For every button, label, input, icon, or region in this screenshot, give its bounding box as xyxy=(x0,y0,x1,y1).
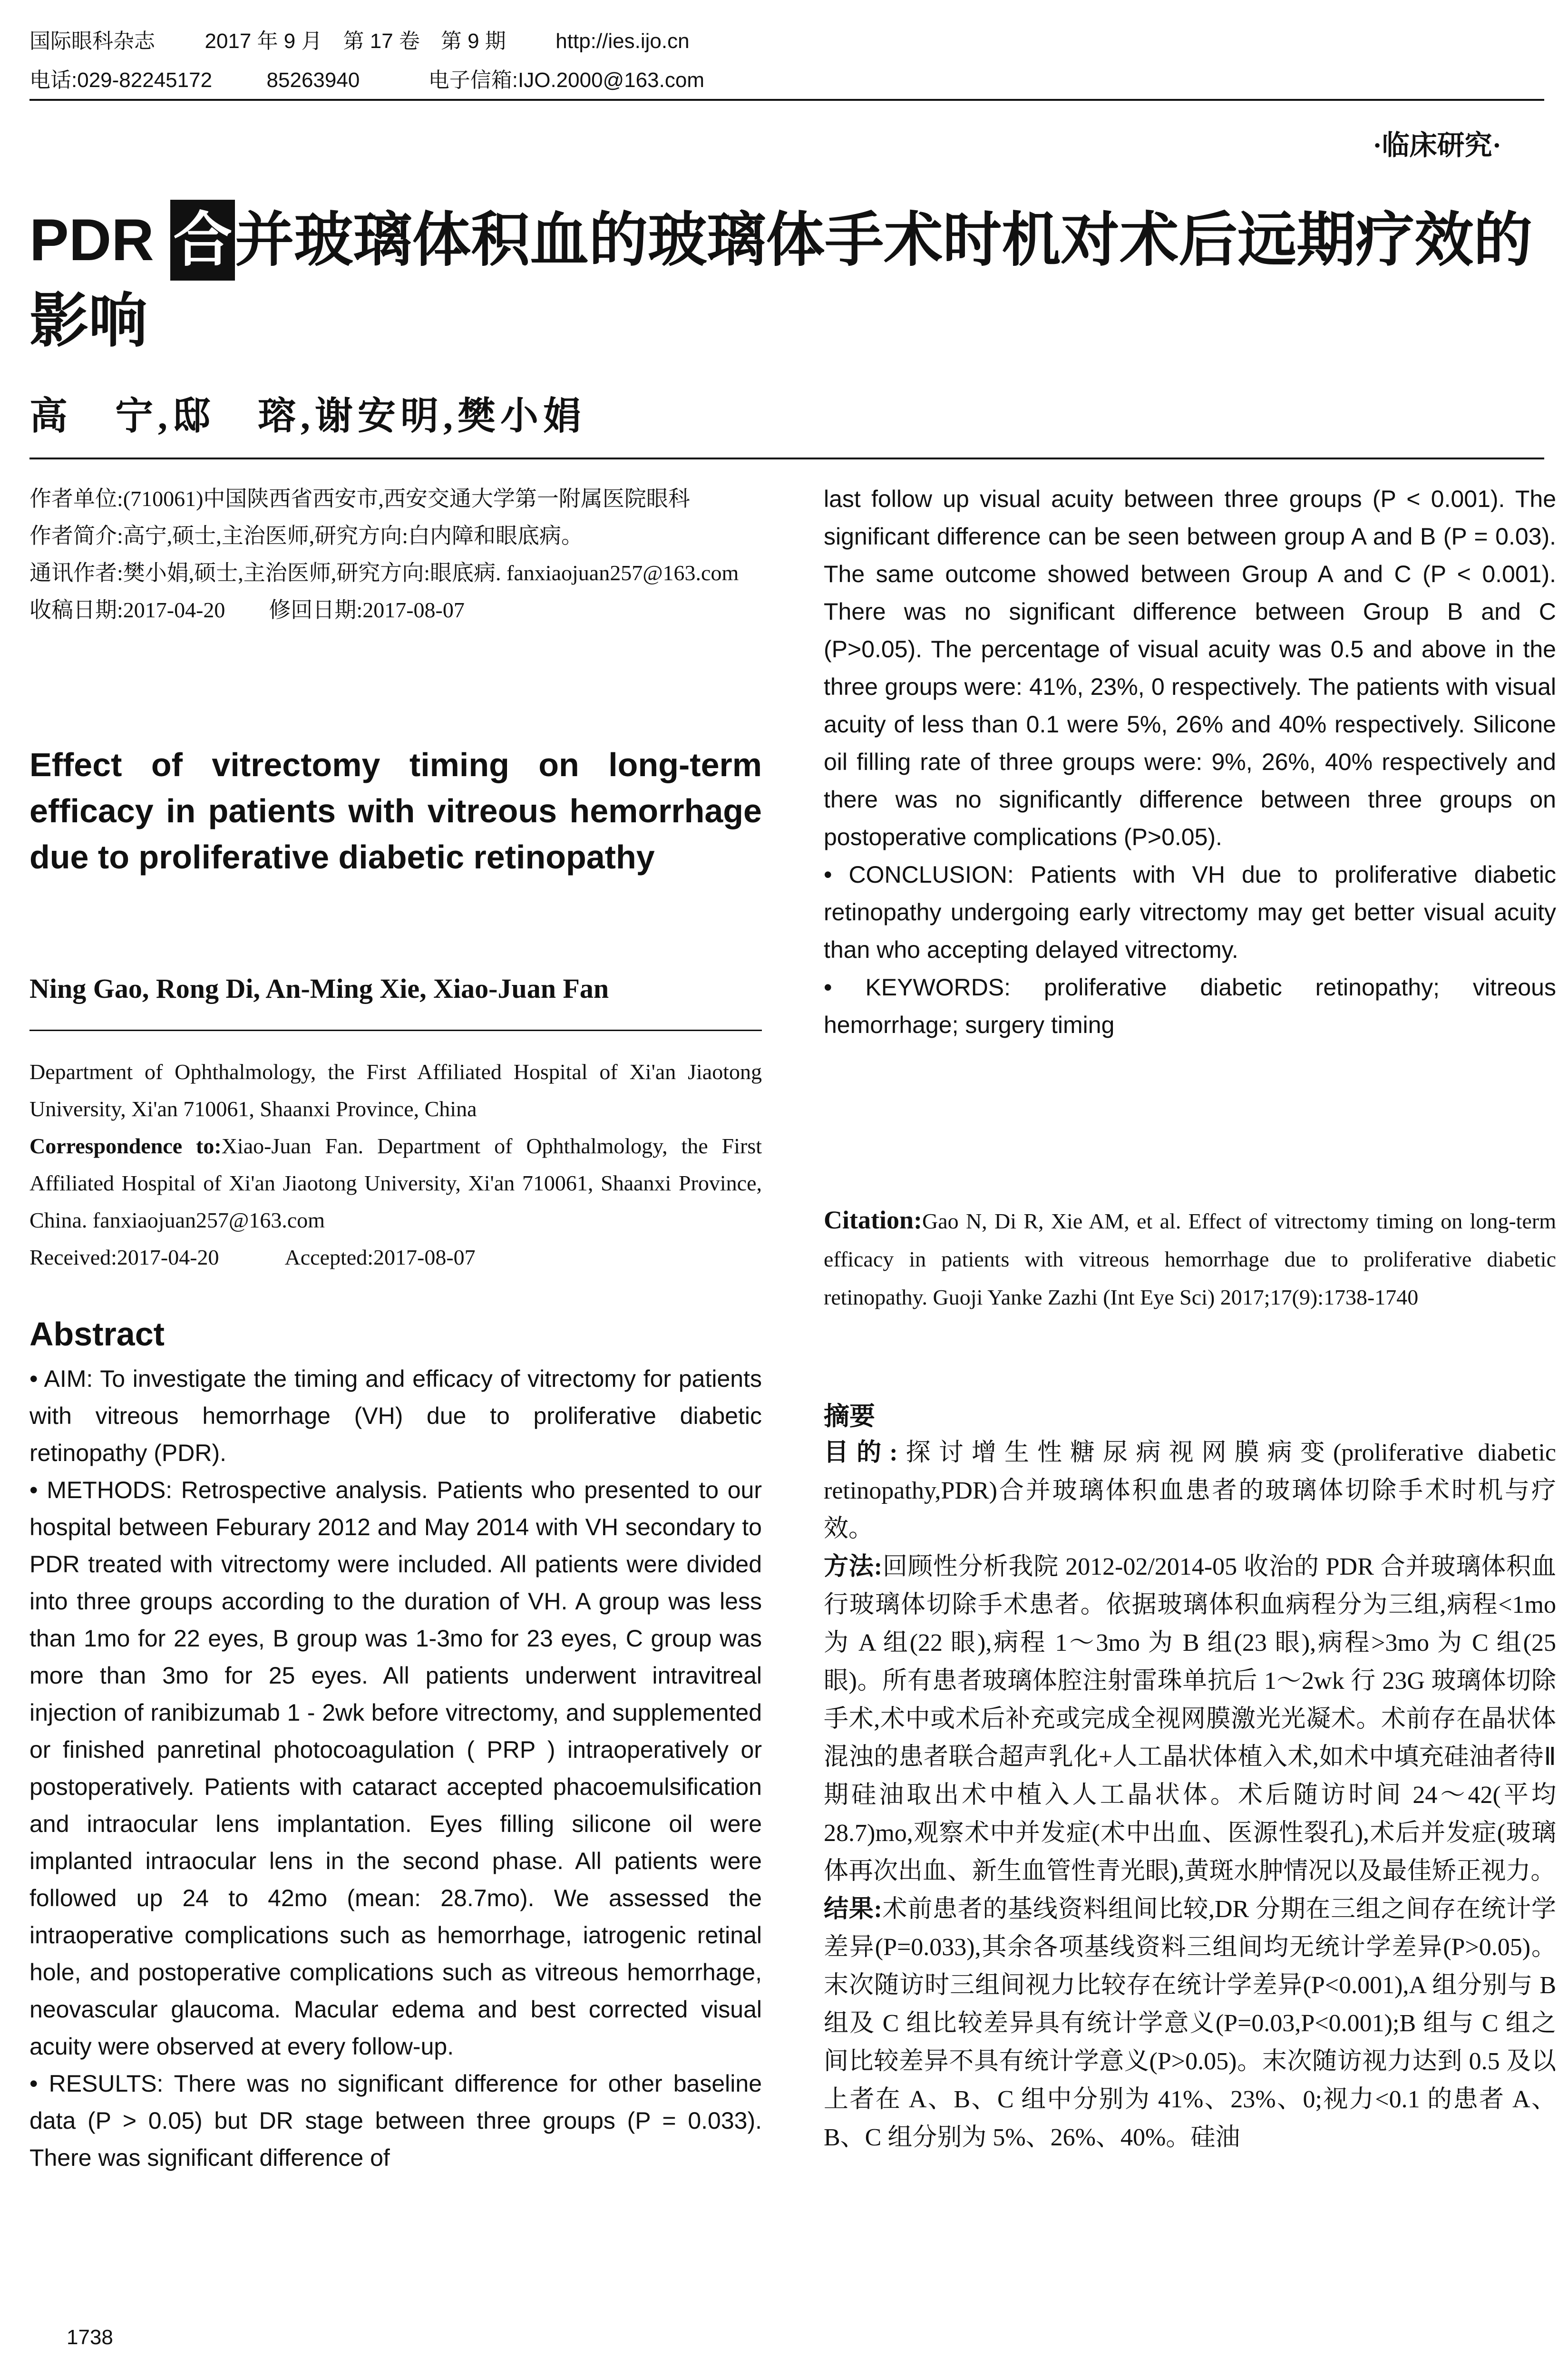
abstract-keywords: • KEYWORDS: proliferative diabetic retinopathy; vitreous hemorrhage; surgery timing xyxy=(824,974,1556,1038)
abstract-aim: • AIM: To investigate the timing and efficacy of vitrectomy for patients with vitreous hemorrhage (VH) due to proliferative diabetic retinopathy (PDR). xyxy=(29,1365,762,1466)
cn-abstract-body xyxy=(824,1434,1556,2157)
cn-methods-label: 方法: xyxy=(824,1553,883,1580)
authors-rule xyxy=(29,458,1544,459)
citation-label: Citation: xyxy=(824,1206,922,1234)
english-dept: Department of Ophthalmology, the First Affiliated Hospital of Xi'an Jiaotong University, Xi'an 710061, Shaanxi Province, China xyxy=(29,1060,762,1121)
corresponding-author-cn: 通讯作者:樊小娟,硕士,主治医师,研究方向:眼底病. fanxiaojuan257@163.com xyxy=(29,561,739,585)
cn-aim-label: 目的: xyxy=(824,1439,898,1466)
authors-cn: 高 宁,邸 瑢,谢安明,樊小娟 xyxy=(29,396,586,438)
abstract-methods: • METHODS: Retrospective analysis. Patients who presented to our hospital between Feburary 2012 and May 2014 with VH secondary to PDR treated with vitrectomy were included. All patients were divided into three groups according to the duration of VH. A group was less than 1mo for 22 eyes, B group was 1-3mo for 23 eyes, C group was more than 3mo for 25 eyes. All patients underwent intravitreal injection of ranibizumab 1 - 2wk before vitrectomy, and supplemented or finished panretinal photocoagulation ( PRP ) intraoperatively or postoperatively. Patients with cataract accepted phacoemulsification and intraocular lens implantation. Eyes filling silicone oil were implanted intraocular lens in the second phase. All patients were followed up 24 to 42mo (mean: 28.7mo). We assessed the intraoperative complications such as hemorrhage, iatrogenic retinal hole, and postoperative complications such as vitreous hemorrhage, neovascular glaucoma. Macular edema and best corrected visual acuity were observed at every follow-up. xyxy=(29,1477,762,2060)
english-affiliation-block xyxy=(29,1053,762,1276)
cn-aim: 探讨增生性糖尿病视网膜病变(proliferative diabetic retinopathy,PDR)合并玻璃体积血患者的玻璃体切除手术时机与疗效。 xyxy=(824,1439,1556,1542)
cn-methods: 回顾性分析我院 2012-02/2014-05 收治的 PDR 合并玻璃体积血行玻璃体切除手术患者。依据玻璃体积血病程分为三组,病程<1mo 为 A 组(22 眼),病程 1～3mo 为 B 组(23 眼),病程>3mo 为 C 组(25 眼)。所有患者玻璃体腔注射雷珠单抗后 1～2wk 行 23G 玻璃体切除手术,术中或术后补充或完成全视网膜激光光凝术。术前存在晶状体混浊的患者联合超声乳化+人工晶状体植入术,如术中填充硅油者待Ⅱ期硅油取出术中植入人工晶状体。术后随访时间 24～42(平均 28.7)mo,观察术中并发症(术中出血、医源性裂孔),术后并发症(玻璃体再次出血、新生血管性青光眼),黄斑水肿情况以及最佳矫正视力。 xyxy=(824,1553,1556,1885)
journal-name: 国际眼科杂志 xyxy=(29,29,155,53)
abstract-results-part2: last follow up visual acuity between three groups (P < 0.001). The significant difference can be seen between group A and B (P = 0.03). The same outcome showed between Group A and C (P < 0.001). There was no significant difference between Group B and C (P>0.05). The percentage of visual acuity was 0.5 and above in the three groups were: 41%, 23%, 0 respectively. The patients with visual acuity of less than 0.1 were 5%, 26% and 40% respectively. Silicone oil filling rate of three groups were: 9%, 26%, 40% respectively and there was no significantly difference between three groups on postoperative complications (P>0.05). xyxy=(824,486,1556,850)
english-title-text: Effect of vitrectomy timing on long-term efficacy in patients with vitreous hemorrhage due to proliferative diabetic retinopathy xyxy=(29,746,762,876)
english-title xyxy=(29,742,762,880)
affiliation-unit: 作者单位:(710061)中国陕西省西安市,西安交通大学第一附属医院眼科 xyxy=(29,487,690,511)
email[interactable]: 电子信箱:IJO.2000@163.com xyxy=(428,68,704,92)
journal-header-line1 xyxy=(29,24,690,54)
title-rest: 并玻璃体积血的玻璃体手术时机对术后远期疗效的影响 xyxy=(29,207,1533,354)
abstract-left-column xyxy=(29,1360,762,2176)
title-prefix: PDR xyxy=(29,207,154,273)
title-highlight: 合 xyxy=(170,200,235,281)
correspondence-text: Xiao-Juan Fan. Department of Ophthalmology, the First Affiliated Hospital of Xi'an Jiaotong University, Xi'an 710061, Shaanxi Province, China. fanxiaojuan257@163.com xyxy=(29,1134,762,1232)
phone: 电话:029-82245172 xyxy=(29,68,213,92)
abstract-right-column xyxy=(824,480,1556,1044)
english-authors-rule xyxy=(29,1030,762,1031)
dates-cn: 收稿日期:2017-04-20 修回日期:2017-08-07 xyxy=(29,598,465,622)
correspondence-label: Correspondence to: xyxy=(29,1134,222,1158)
abstract-results-part1: • RESULTS: There was no significant difference for other baseline data (P > 0.05) but DR stage between three groups (P = 0.033). There was significant difference of xyxy=(29,2070,762,2171)
section-tag: ·临床研究· xyxy=(1373,130,1501,161)
abstract-conclusion: • CONCLUSION: Patients with VH due to proliferative diabetic retinopathy undergoing early vitrectomy may get better visual acuity than who accepting delayed vitrectomy. xyxy=(824,861,1556,963)
author-bio: 作者简介:高宁,硕士,主治医师,研究方向:白内障和眼底病。 xyxy=(29,524,584,548)
correspondence xyxy=(29,1128,762,1239)
page-title xyxy=(29,200,1542,361)
phone-2: 85263940 xyxy=(266,68,360,92)
cn-results: 术前患者的基线资料组间比较,DR 分期在三组之间存在统计学差异(P=0.033),其余各项基线资料三组间均无统计学差异(P>0.05)。末次随访时三组间视力比较存在统计学差异(P<0.001),A 组分别与 B 组及 C 组比较差异具有统计学意义(P=0.03,P<0.001);B 组与 C 组之间比较差异不具有统计学意义(P>0.05)。末次随访视力达到 0.5 及以上者在 A、B、C 组中分别为 41%、23%、0;视力<0.1 的患者 A、B、C 组分别为 5%、26%、40%。硅油 xyxy=(824,1896,1556,2151)
journal-header-line2 xyxy=(29,63,704,93)
header-rule xyxy=(29,99,1544,101)
cn-abstract-heading: 摘要 xyxy=(824,1402,875,1431)
affiliation-cn-block xyxy=(29,480,762,629)
english-authors: Ning Gao, Rong Di, An-Ming Xie, Xiao-Juan Fan xyxy=(29,973,609,1004)
abstract-heading: Abstract xyxy=(29,1315,165,1353)
citation-text: Gao N, Di R, Xie AM, et al. Effect of vitrectomy timing on long-term efficacy in patients with vitreous hemorrhage due to proliferative diabetic retinopathy. Guoji Yanke Zazhi (Int Eye Sci) 2017;17(9):1738-1740 xyxy=(824,1209,1556,1309)
citation-block xyxy=(824,1201,1556,1316)
journal-url[interactable]: http://ies.ijo.cn xyxy=(555,29,690,53)
issue-info: 2017 年 9 月 第 17 卷 第 9 期 xyxy=(205,29,506,53)
received-accepted: Received:2017-04-20 Accepted:2017-08-07 xyxy=(29,1245,476,1269)
page-number: 1738 xyxy=(67,2326,113,2349)
cn-results-label: 结果: xyxy=(824,1896,882,1923)
